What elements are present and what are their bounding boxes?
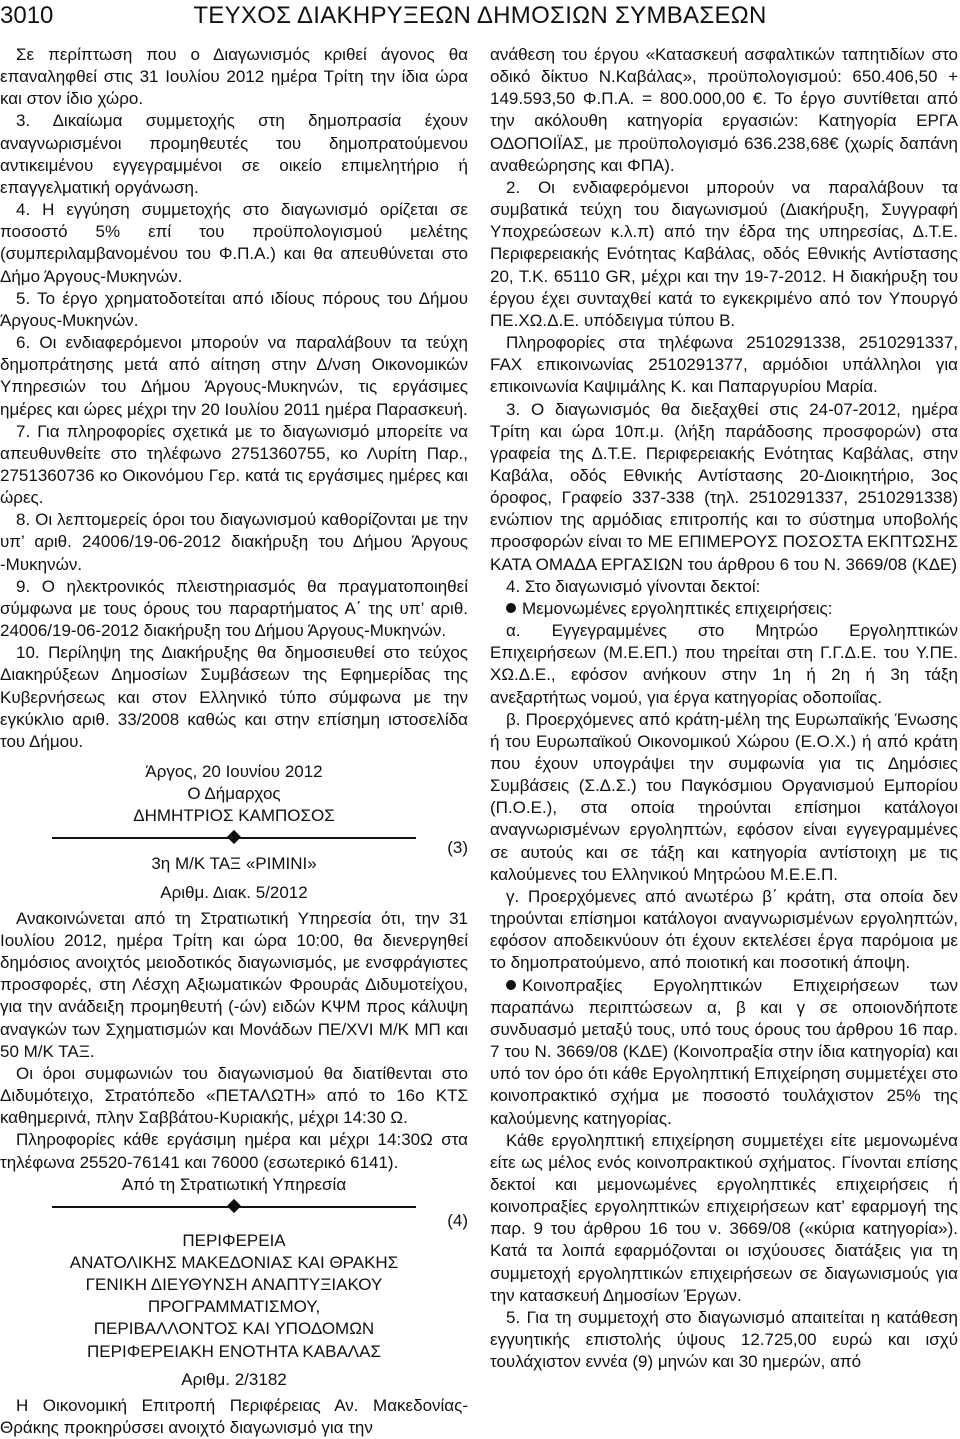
paragraph-7: 7. Για πληροφορίες σχετικά με το διαγωνισμό μπορείτε να απευθυνθείτε στο τηλέφωνο 2751360755, κο Λυρίτη Παρ., 2751360736 κο Οικονόμου Γερ. κατά τις εργάσιμες ημέρες και ώρες. [0,421,468,508]
paragraph-3: 3. Δικαίωμα συμμετοχής στη δημοπρασία έχουν αναγνωρισμένοι προμηθευτές του δημοπρατούμενου αντικειμένου εγγεγραμμένοι σε οικείο επιμελητήριο ή επαγγελματική οργάνωση. [0,111,468,197]
right-paragraph-5: 5. Για τη συμμετοχή στο διαγωνισμό απαιτείται η κατάθεση εγγυητικής επιστολής ύψους 12.725,00 ευρώ και ισχύ τουλάχιστον εννέα (9) μηνών και 30 ημερών, από [490,1307,958,1372]
bullet-item-2-text: Κοινοπραξίες Εργοληπτικών Επιχειρήσεων των παραπάνω περιπτώσεων α, β και γ σε οποιονδήποτε συνδυασμό μεταξύ τους, υπό τους όρους του άρθρου 16 παρ. 7 του Ν. 3669/08 (ΚΔΕ) (Κοινοπραξία στην ίδια κατηγορία) και υπό τον όρο ότι κάθε Εργοληπτική Επιχείρηση συμμετέχει στο κοινοπρακτικό σχήμα με ποσοστό τουλάχιστον 25% της καλούμενης κατηγορίας. [490,975,958,1128]
right-paragraph-participation: Κάθε εργοληπτική επιχείρηση συμμετέχει είτε μεμονωμένα είτε ως μέλος ενός κοινοπρακτικού σχήματος. Γίνονται επίσης δεκτοί και μεμονωμένες εργοληπτικές επιχειρήσεις ή κοινοπραξίες εργοληπτικών επιχειρήσεων κατ’ εφαρμογή της παρ. 9 του άρθρου 16 του ν. 3669/08 («κύρια κατηγορία»). Κατά τα λοιπά εφαρμόζονται οι ισχύουσες διατάξεις για τη συμμετοχή εργοληπτικών επιχειρήσεων σε διαγωνισμούς για την κατασκευή Δημοσίων Έργων. [490,1130,958,1305]
right-paragraph-2: 2. Οι ενδιαφερόμενοι μπορούν να παραλάβουν τα συμβατικά τεύχη του διαγωνισμού (Διακήρυξη, Συγγραφή Υποχρεώσεων κ.λ.π) από την έδρα της υπηρεσίας, Δ.Τ.Ε. Περιφερειακής Ενότητας Καβάλας, οδός Εθνικής Αντίστασης 20, Τ.Κ. 65110 GR, μέχρι και την 19-7-2012. Η διακήρυξη του έργου έχει συνταχθεί κατά το εγκεκριμένο από τον Υπουργό ΠΕ.ΧΩ.Δ.Ε. υπόδειγμα τύπου Β. [490,177,958,330]
notice-3-paragraph-3: Πληροφορίες κάθε εργάσιμη ημέρα και μέχρι 14:30Ω στα τηλέφωνα 25520-76141 και 76000 (εσωτερικό 6141). [0,1130,468,1172]
bullet-item-2 [490,975,958,1130]
paragraph-9: 9. Ο ηλεκτρονικός πλειστηριασμός θα πραγματοποιηθεί σύμφωνα με τους όρους του παραρτήματος Α΄ της υπ’ αριθ. 24006/19-06-2012 διακήρυξη του Δήμου Άργους-Μυκηνών. [0,576,468,641]
notice-4-heading-line-3: ΓΕΝΙΚΗ ΔΙΕΥΘΥΝΣΗ ΑΝΑΠΤΥΞΙΑΚΟΥ ΠΡΟΓΡΑΜΜΑΤΙΣΜΟΥ, [85,1275,383,1317]
left-column [0,44,468,1439]
paragraph-4: 4. Η εγγύηση συμμετοχής στο διαγωνισμό ορίζεται σε ποσοστό 5% επί του προϋπολογισμού μελέτης (συμπεριλαμβανομένου του Φ.Π.Α.) και θα απευθύνεται στο Δήμο Άργους-Μυκηνών. [0,200,468,286]
notice-3-number: Αριθμ. Διακ. 5/2012 [160,882,308,902]
right-paragraph-4: 4. Στο διαγωνισμό γίνονται δεκτοί: [506,576,761,596]
notice-4-ref-number: (4) [447,1210,468,1230]
notice-4-heading [0,1210,468,1252]
notice-4-heading-line-4: ΠΕΡΙΒΑΛΛΟΝΤΟΣ ΚΑΙ ΥΠΟΔΟΜΩΝ [93,1319,375,1339]
paragraph-5: 5. Το έργο χρηματοδοτείται από ιδίους πόρους του Δήμου Άργους-Μυκηνών. [0,288,468,330]
bullet-icon [506,980,516,990]
page-header [0,0,960,38]
notice-4-paragraph-1: Η Οικονομική Επιτροπή Περιφέρειας Αν. Μακεδονίας-Θράκης προκηρύσσει ανοιχτό διαγωνισμό για την [0,1395,468,1438]
notice-4-heading-line-2: ΑΝΑΤΟΛΙΚΗΣ ΜΑΚΕΔΟΝΙΑΣ ΚΑΙ ΘΡΑΚΗΣ [69,1252,399,1272]
right-paragraph-2b: Πληροφορίες στα τηλέφωνα 2510291338, 2510291337, FAX επικοινωνίας 2510291377, αρμόδιοι υπάλληλοι για επικοινωνία Καψιμάλης Κ. και Παπαργυρίου Μαρία. [490,333,958,397]
notice-4-heading-line-1: ΠΕΡΙΦΕΡΕΙΑ [182,1230,286,1250]
page-number: 3010 [0,2,54,29]
right-paragraph-a: α. Εγγεγραμμένες στο Μητρώο Εργοληπτικών Επιχειρήσεων (Μ.Ε.ΕΠ.) που τηρείται στη Γ.Γ.Δ.Ε. του Υ.ΠΕ. ΧΩ.Δ.Ε., εφόσον ανήκουν στην 1η ή 2η ή 3η τάξη ανεξαρτήτως νομού, για έργα κατηγορίας οδοποιΐας. [490,621,958,707]
signature-role: Ο Δήμαρχος [187,784,281,804]
notice-3-paragraph-1: Ανακοινώνεται από τη Στρατιωτική Υπηρεσία ότι, την 31 Ιουλίου 2012, ημέρα Τρίτη και ώρα 10:00, θα διενεργηθεί δημόσιος ανοιχτός μειοδοτικός διαγωνισμός, με ενσφράγιστες προσφορές, στη Λέσχη Αξιωματικών Φρουράς Διδυμοτείχου, για την ανάδειξη προμηθευτή (-ών) ειδών ΚΨΜ προς κάλυψη αναγκών των Σχηματισμών και Μονάδων ΠΕ/ΧVI Μ/Κ ΜΠ και 50 Μ/Κ ΤΑΞ. [0,908,468,1061]
notice-3-heading [0,838,468,875]
signature-place-date: Άργος, 20 Ιουνίου 2012 [145,762,323,781]
bullet-item-1-text: Μεμονωμένες εργοληπτικές επιχειρήσεις: [522,598,833,618]
right-paragraph-3: 3. Ο διαγωνισμός θα διεξαχθεί στις 24-07-2012, ημέρα Τρίτη και ώρα 10π.μ. (λήξη παράδοσης προσφορών) στα γραφεία της Δ.Τ.Ε. Περιφερειακής Ενότητας Καβάλας, στην Καβάλα, οδός Εθνικής Αντίστασης 20-Διοικητήριο, 3ος όροφος, Γραφείο 337-338 (τηλ. 2510291337, 2510291338) ενώπιον της αρμόδιας επιτροπής και το σύστημα υποβολής προσφορών είναι το ΜΕ ΕΠΙΜΕΡΟΥΣ ΠΟΣΟΣΤΑ ΕΚΠΤΩΣΗΣ ΚΑΤΑ ΟΜΑΔΑ ΕΡΓΑΣΙΩΝ του άρθρου 6 του Ν. 3669/08 (ΚΔΕ) [490,399,958,574]
paragraph-6: 6. Οι ενδιαφερόμενοι μπορούν να παραλάβουν τα τεύχη δημοπράτησης μετά από αίτηση στην Δ/νση Οικονομικών Υπηρεσιών του Δήμου Άργους-Μυκηνών, τις εργάσιμες ημέρες και ώρες μέχρι την 20 Ιουλίου 2011 ημέρα Παρασκευή. [0,333,468,419]
notice-divider [52,1204,416,1210]
right-paragraph-c: γ. Προερχόμενες από ανωτέρω β΄ κράτη, στα οποία δεν τηρούνται επίσημοι κατάλογοι αναγνωρισμένων εργοληπτών, εφόσον αποδεικνύουν ότι έχουν εκτελέσει έργα παρόμοια με το δημοπρατούμενο, από ποιοτική και ποσοτική άποψη. [490,886,958,973]
journal-title: ΤΕΥΧΟΣ ΔΙΑΚΗΡΥΞΕΩΝ ΔΗΜΟΣΙΩΝ ΣΥΜΒΑΣΕΩΝ [193,2,767,29]
right-column [490,44,958,1373]
notice-3-paragraph-2: Οι όροι συμφωνιών του διαγωνισμού θα διατίθενται στο Διδυμότειχο, Στρατόπεδο «ΠΕΤΑΛΩΤΗ» από το 16ο ΚΤΣ καθημερινά, πλην Σαββάτου-Κυριακής, μέχρι 14:30 Ω. [0,1063,468,1128]
paragraph-8: 8. Οι λεπτομερείς όροι του διαγωνισμού καθορίζονται με την υπ’ αριθ. 24006/19-06-2012 διακήρυξη του Δήμου Άργους -Μυκηνών. [0,510,468,574]
notice-3-ref-number: (3) [447,838,468,858]
paragraph-10: 10. Περίληψη της Διακήρυξης θα δημοσιευθεί στο τεύχος Διακηρύξεων Δημοσίων Συμβάσεων της Εφημερίδας της Κυβερνήσεως και στον Ελληνικό τύπο σύμφωνα με την εγκύκλιο αριθ. 33/2008 καθώς και στην επίσημη ιστοσελίδα του Δήμου. [0,643,468,751]
right-paragraph-b: β. Προερχόμενες από κράτη-μέλη της Ευρωπαϊκής Ένωσης ή του Ευρωπαϊκού Οικονομικού Χώρου (Ε.Ο.Χ.) ή από κράτη που έχουν υπογράψει την συμφωνία για τις Δημόσιες Συμβάσεις (Σ.Δ.Σ.) του Παγκόσμιου Οργανισμού Εμπορίου (Π.Ο.Ε.), στα οποία τηρούνται επίσημοι κατάλογοι αναγνωρισμένων εργοληπτών, εφόσον είναι εγγεγραμμένες σε αυτούς και σε τάξη και κατηγορία αντίστοιχη με τις καλούμενες του Ελληνικού Μητρώου Μ.Ε.Ε.Π. [490,709,958,884]
paragraph-intro: Σε περίπτωση που ο Διαγωνισμός κριθεί άγονος θα επαναληφθεί στις 31 Ιουλίου 2012 ημέρα Τρίτη την ίδια ώρα και στον ίδιο χώρο. [0,45,468,109]
notice-4-heading-line-5: ΠΕΡΙΦΕΡΕΙΑΚΗ ΕΝΟΤΗΤΑ ΚΑΒΑΛΑΣ [87,1341,381,1361]
notice-divider [52,835,416,841]
signature-name: ΔΗΜΗΤΡΙΟΣ ΚΑΜΠΟΣΟΣ [133,806,335,826]
bullet-item-1 [490,598,958,620]
notice-3-signature: Από τη Στρατιωτική Υπηρεσία [121,1174,347,1194]
bullet-icon [506,603,516,613]
notice-3-title: 3η Μ/Κ ΤΑΞ «ΡΙΜΙΝΙ» [151,854,317,874]
notice-4-number: Αριθμ. 2/3182 [181,1369,287,1389]
right-paragraph-continued: ανάθεση του έργου «Κατασκευή ασφαλτικών ταπητιδίων στο οδικό δίκτυο Ν.Καβάλας», προϋπολογισμού: 650.406,50 + 149.593,50 Φ.Π.Α. = 800.000,00 €. Το έργο συντίθεται από την ακόλουθη κατηγορία εργασιών: Κατηγορία ΕΡΓΑ ΟΔΟΠΟΙΪΑΣ, με προϋπολογισμό 636.238,68€ (χωρίς δαπάνη αναθεώρησης και ΦΠΑ). [490,45,958,175]
